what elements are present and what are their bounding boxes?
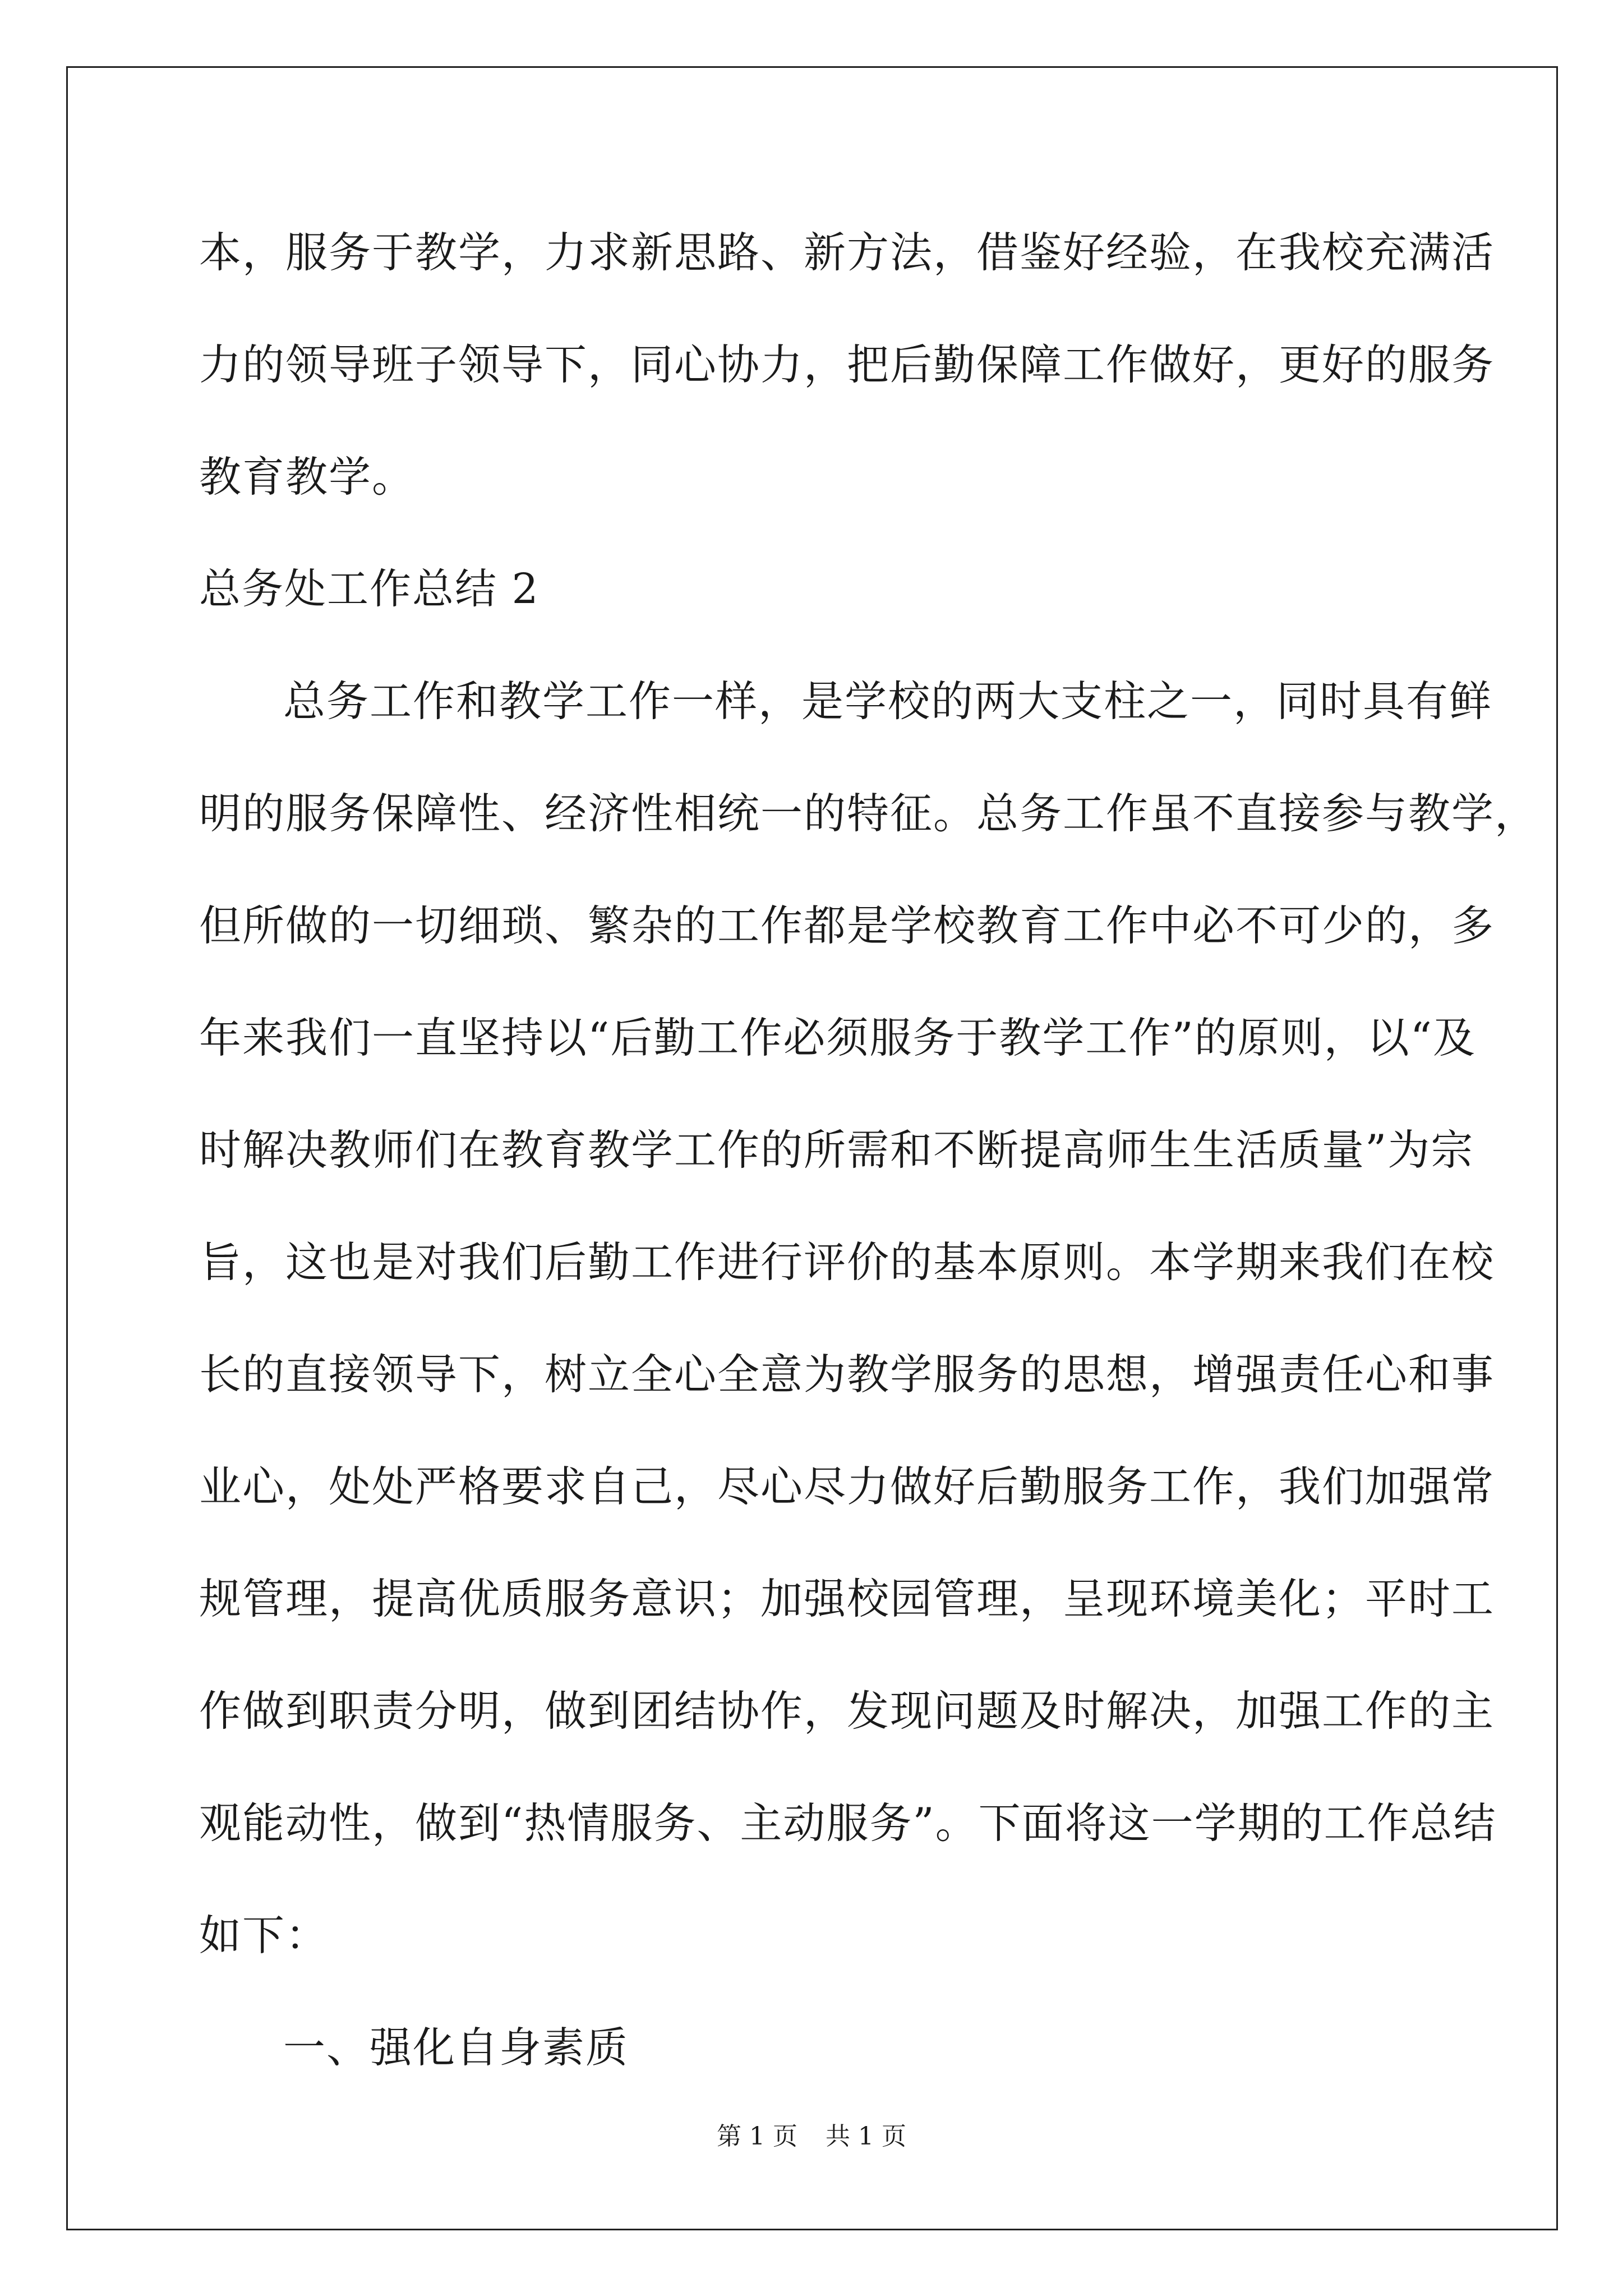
paragraph-line: 教育教学。 — [199, 452, 416, 501]
paragraph-line: 规管理，提高优质服务意识；加强校园管理，呈现环境美化；平时工 — [199, 1574, 1495, 1623]
paragraph-line: 明的服务保障性、经济性相统一的特征。总务工作虽不直接参与教学， — [199, 789, 1538, 838]
paragraph-line: 业心，处处严格要求自己，尽心尽力做好后勤服务工作，我们加强常 — [199, 1462, 1495, 1511]
paragraph-line: 年来我们一直坚持以“后勤工作必须服务于教学工作”的原则，以“及 — [199, 1013, 1477, 1062]
paragraph-line: 本，服务于教学，力求新思路、新方法，借鉴好经验，在我校充满活 — [199, 228, 1495, 277]
paragraph-line: 力的领导班子领导下，同心协力，把后勤保障工作做好，更好的服务 — [199, 340, 1495, 389]
page-total: 共 1 页 — [826, 2122, 906, 2151]
paragraph-line: 但所做的一切细琐、繁杂的工作都是学校教育工作中必不可少的，多 — [199, 901, 1495, 950]
page-number: 第 1 页 — [717, 2122, 797, 2151]
section-title: 总务处工作总结 2 — [199, 565, 540, 613]
paragraph-line: 旨，这也是对我们后勤工作进行评价的基本原则。本学期来我们在校 — [199, 1237, 1495, 1287]
document-body — [199, 210, 1538, 2118]
page-footer — [0, 2120, 1623, 2154]
paragraph-line: 如下： — [199, 1911, 329, 1960]
paragraph-line: 总务工作和教学工作一样，是学校的两大支柱之一，同时具有鲜 — [283, 677, 1493, 726]
paragraph-line: 时解决教师们在教育教学工作的所需和不断提高师生生活质量”为宗 — [199, 1125, 1474, 1175]
paragraph-line: 观能动性，做到“热情服务、主动服务”。下面将这一学期的工作总结 — [199, 1798, 1497, 1848]
subheading: 一、强化自身素质 — [283, 2023, 629, 2072]
paragraph-line: 作做到职责分明，做到团结协作，发现问题及时解决，加强工作的主 — [199, 1686, 1495, 1736]
paragraph-line: 长的直接领导下，树立全心全意为教学服务的思想，增强责任心和事 — [199, 1350, 1495, 1399]
